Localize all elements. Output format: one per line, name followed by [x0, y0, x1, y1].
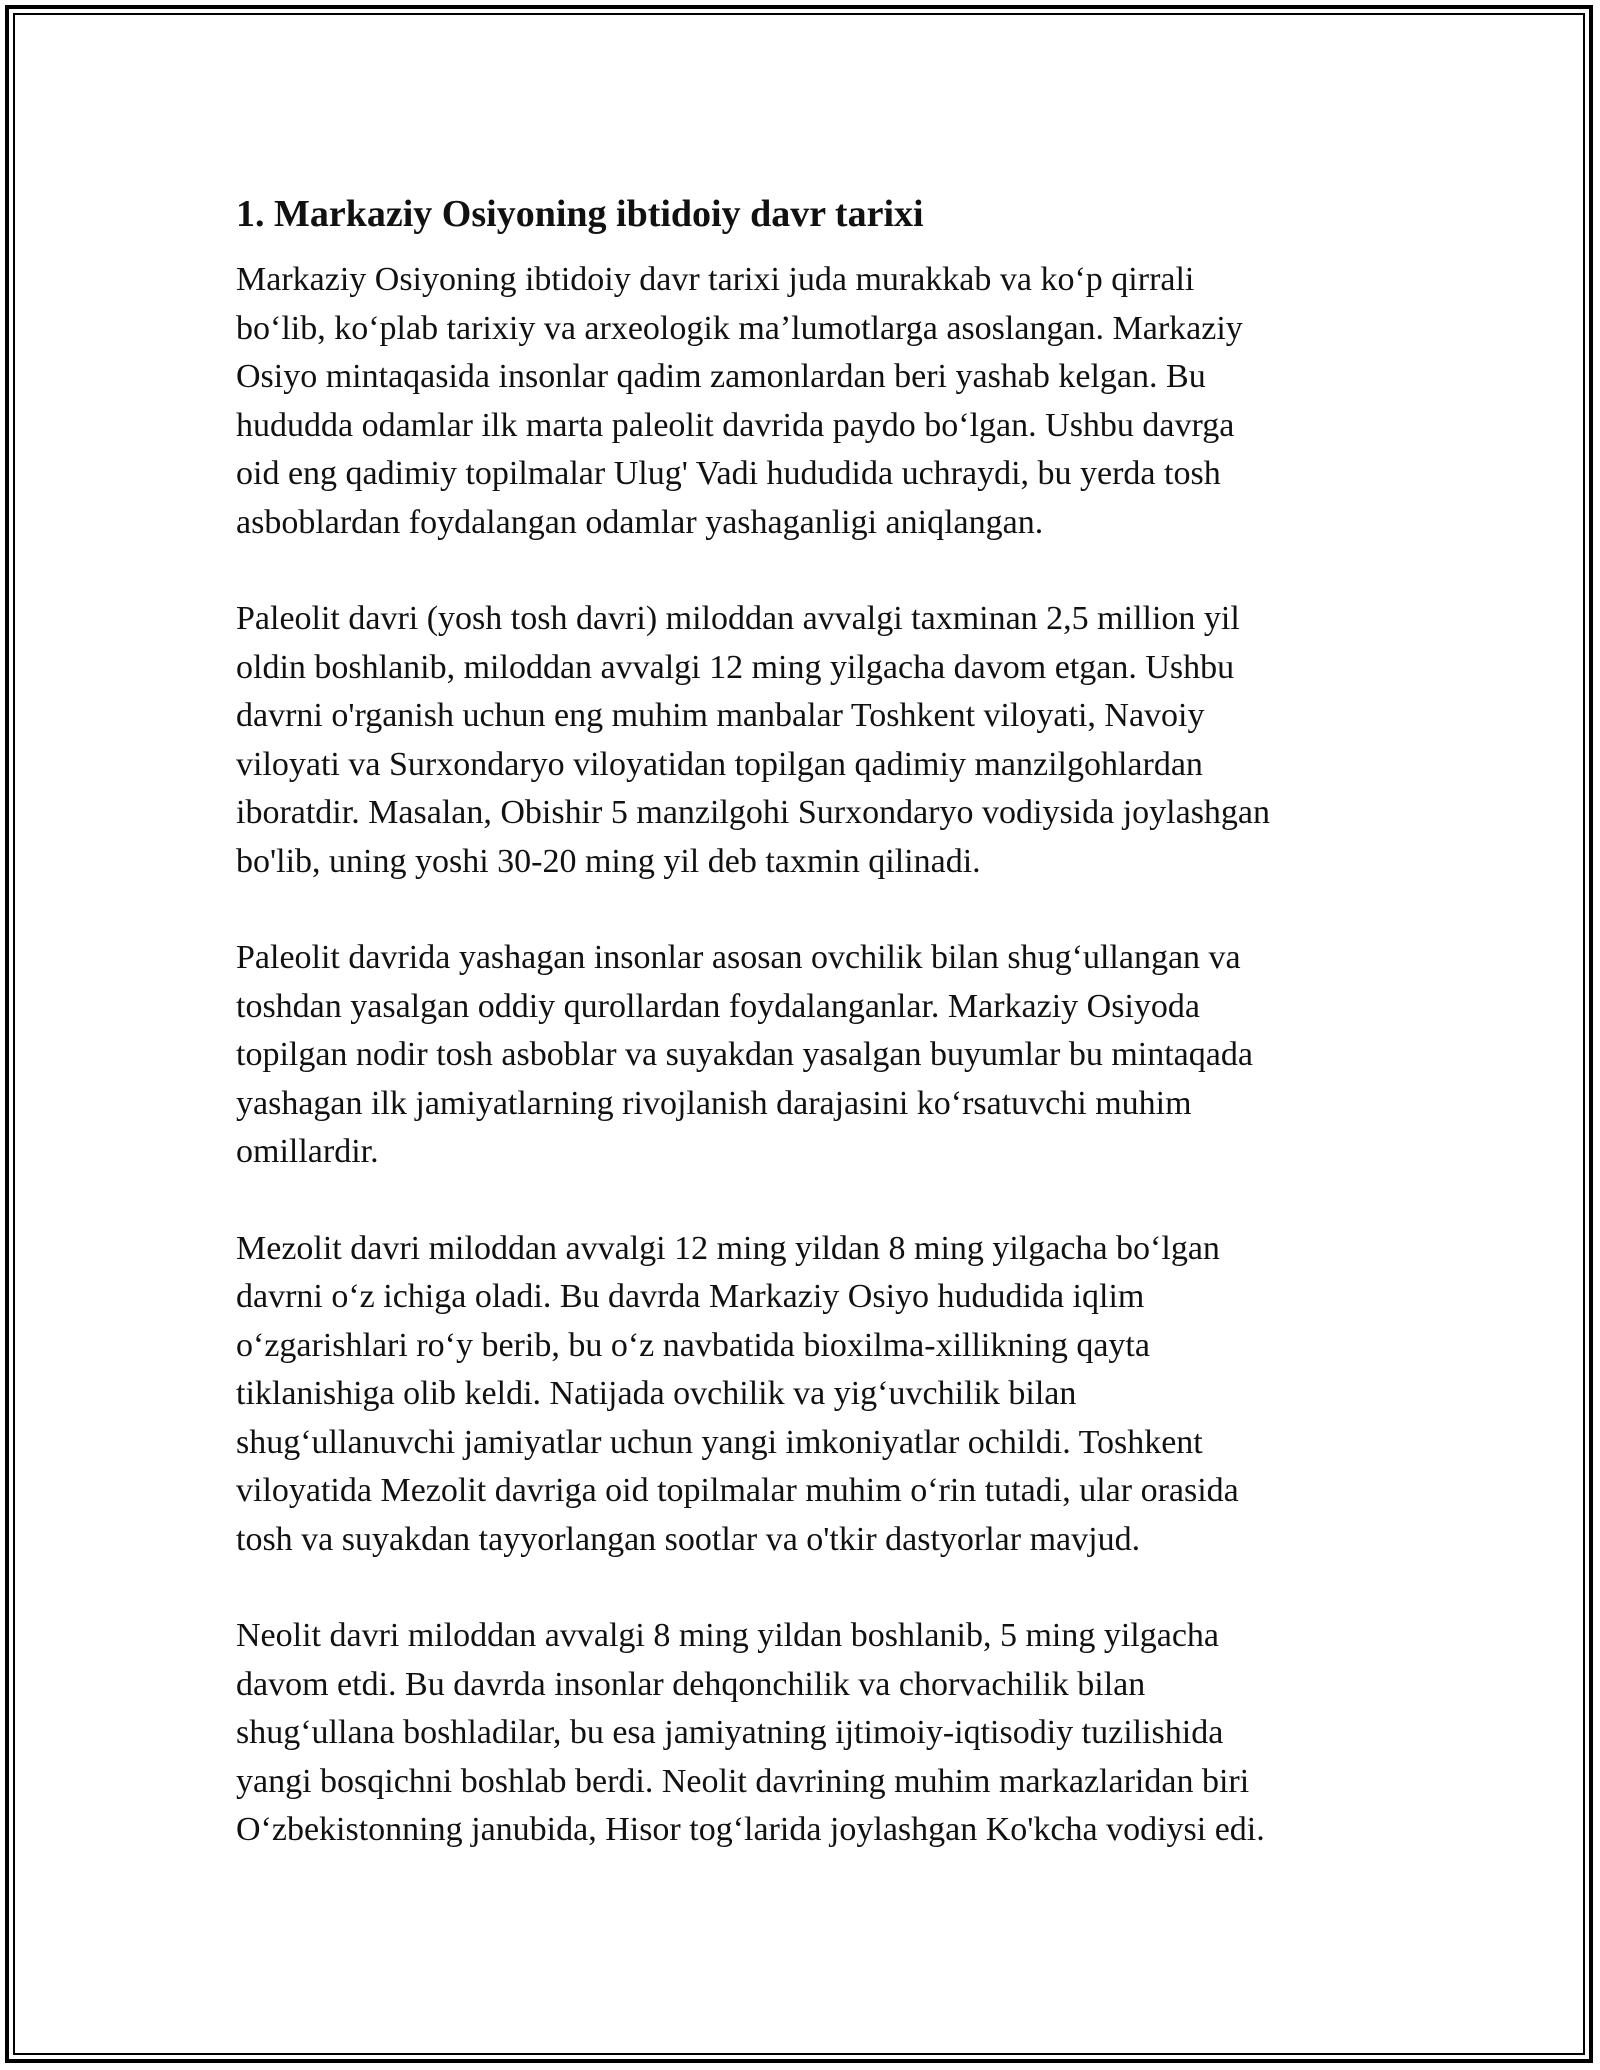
paragraph-line: hududda odamlar ilk marta paleolit davrida paydo boʻlgan. Ushbu davrga: [236, 406, 1235, 444]
paragraph-line: boʻlib, koʻplab tarixiy va arxeologik maʼlumotlarga asoslangan. Markaziy: [236, 309, 1243, 347]
paragraph-line: oldin boshlanib, miloddan avvalgi 12 ming yilgacha davom etgan. Ushbu: [236, 648, 1235, 686]
paragraph-line: omillardir.: [236, 1133, 379, 1170]
paragraph-line: bo'lib, uning yoshi 30-20 ming yil deb taxmin qilinadi.: [236, 842, 981, 880]
paragraph-line: iboratdir. Masalan, Obishir 5 manzilgohi Surxondaryo vodiysida joylashgan: [236, 794, 1271, 831]
paragraph-line: viloyatida Mezolit davriga oid topilmalar muhim oʻrin tutadi, ular orasida: [236, 1472, 1239, 1509]
paragraph-line: oʻzgarishlari roʻy berib, bu oʻz navbatida bioxilma-xillikning qayta: [236, 1326, 1150, 1364]
paragraph-line: asboblardan foydalangan odamlar yashaganligi aniqlangan.: [236, 503, 1044, 541]
paragraph: [236, 256, 1366, 547]
paragraph-line: Mezolit davri miloddan avvalgi 12 ming yildan 8 ming yilgacha boʻlgan: [236, 1229, 1220, 1267]
paragraph-line: Neolit davri miloddan avvalgi 8 ming yildan boshlanib, 5 ming yilgacha: [236, 1617, 1219, 1654]
paragraph: [236, 1225, 1366, 1565]
paragraph-line: Osiyo mintaqasida insonlar qadim zamonlardan beri yashab kelgan. Bu: [236, 358, 1206, 395]
paragraph-line: topilgan nodir tosh asboblar va suyakdan yasalgan buyumlar bu mintaqada: [236, 1036, 1253, 1073]
paragraphs-container: [236, 256, 1366, 1855]
section-heading: 1. Markaziy Osiyoning ibtidoiy davr tarixi: [236, 193, 924, 235]
paragraph: [236, 595, 1366, 886]
paragraph-line: Paleolit davrida yashagan insonlar asosan ovchilik bilan shugʻullangan va: [236, 939, 1241, 976]
paragraph-line: shugʻullanuvchi jamiyatlar uchun yangi imkoniyatlar ochildi. Toshkent: [236, 1423, 1203, 1461]
document-body: [236, 186, 1366, 1903]
paragraph-line: Markaziy Osiyoning ibtidoiy davr tarixi juda murakkab va koʻp qirrali: [236, 261, 1195, 298]
paragraph-line: davrni o'rganish uchun eng muhim manbalar Toshkent viloyati, Navoiy: [236, 697, 1205, 734]
paragraph-line: Paleolit davri (yosh tosh davri) miloddan avvalgi taxminan 2,5 million yil: [236, 600, 1240, 637]
paragraph-line: tosh va suyakdan tayyorlangan sootlar va o'tkir dastyorlar mavjud.: [236, 1520, 1141, 1558]
paragraph-line: Oʻzbekistonning janubida, Hisor togʻlarida joylashgan Ko'kcha vodiysi edi.: [236, 1811, 1265, 1848]
paragraph-line: yashagan ilk jamiyatlarning rivojlanish darajasini koʻrsatuvchi muhim: [236, 1084, 1192, 1122]
paragraph-line: davom etdi. Bu davrda insonlar dehqonchilik va chorvachilik bilan: [236, 1665, 1146, 1703]
paragraph-line: davrni oʻz ichiga oladi. Bu davrda Markaziy Osiyo hududida iqlim: [236, 1278, 1145, 1315]
paragraph-line: viloyati va Surxondaryo viloyatidan topilgan qadimiy manzilgohlardan: [236, 745, 1203, 783]
paragraph-line: yangi bosqichni boshlab berdi. Neolit davrining muhim markazlaridan biri: [236, 1762, 1250, 1800]
paragraph-line: oid eng qadimiy topilmalar Ulug' Vadi hududida uchraydi, bu yerda tosh: [236, 455, 1221, 492]
paragraph-line: shugʻullana boshladilar, bu esa jamiyatning ijtimoiy-iqtisodiy tuzilishida: [236, 1714, 1224, 1751]
paragraph: [236, 934, 1366, 1177]
paragraph-line: tiklanishiga olib keldi. Natijada ovchilik va yigʻuvchilik bilan: [236, 1375, 1077, 1412]
paragraph: [236, 1612, 1366, 1855]
paragraph-line: toshdan yasalgan oddiy qurollardan foydalanganlar. Markaziy Osiyoda: [236, 987, 1201, 1025]
